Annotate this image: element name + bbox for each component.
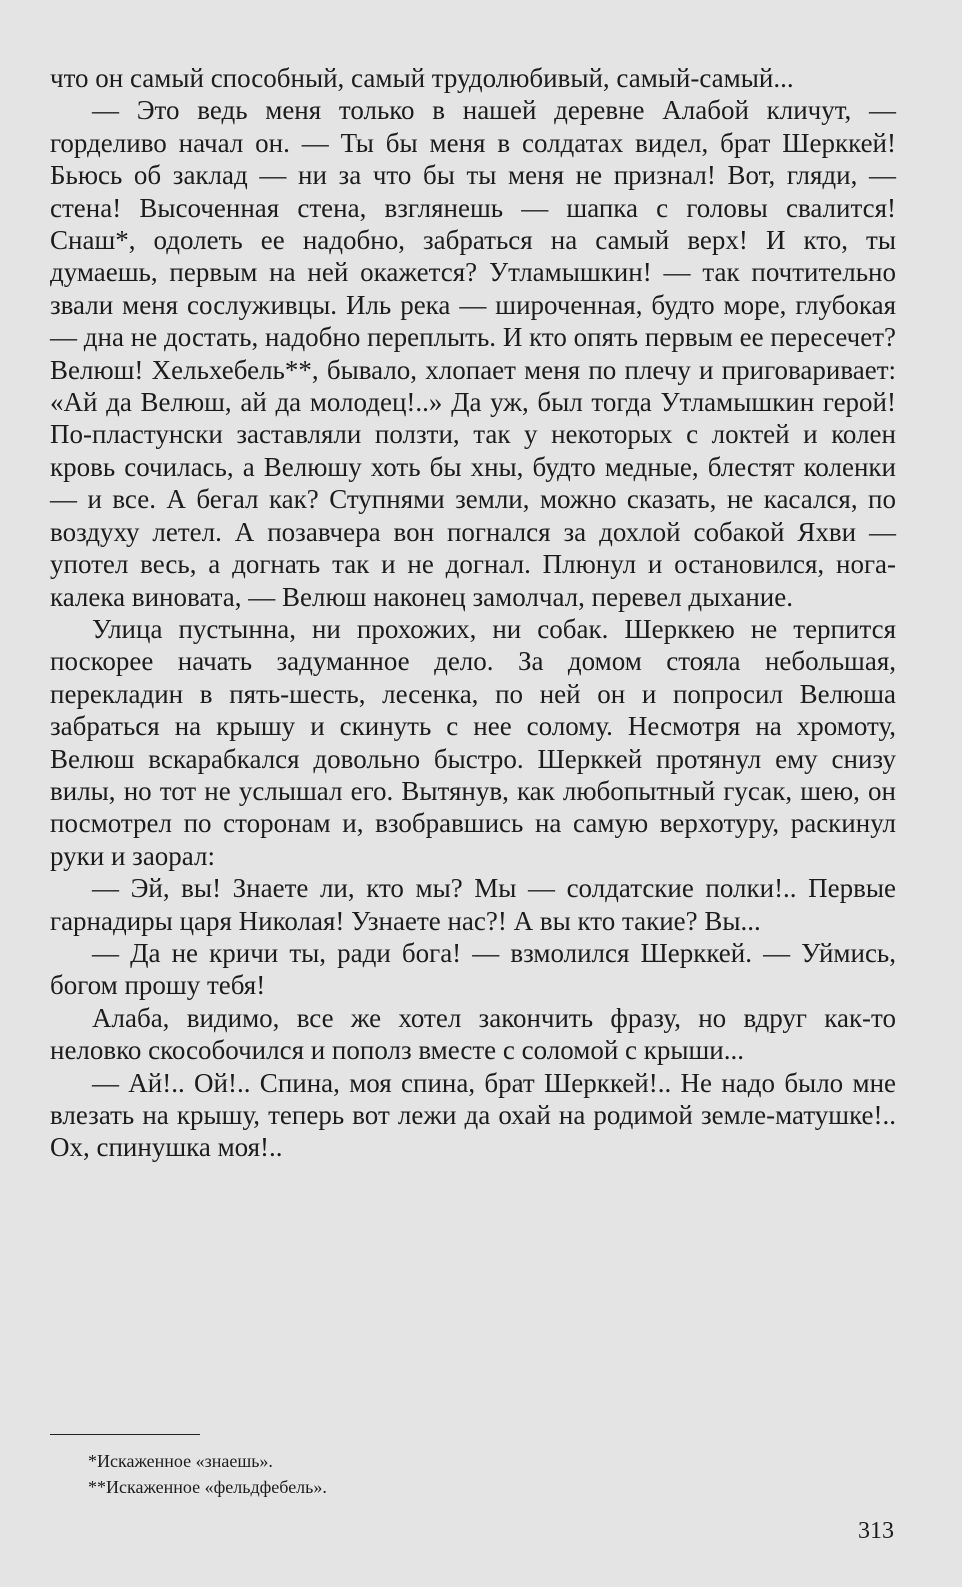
paragraph: — Ай!.. Ой!.. Спина, моя спина, брат Шерккей!.. Не надо было мне влезать на крышу, теперь вот лежи да охай на родимой земле-матушке!.. Ох, спинушка моя!.. <box>50 1067 896 1163</box>
footnote: **Искаженное «фельдфебель». <box>88 1477 327 1497</box>
body-text <box>50 62 896 1164</box>
paragraph: Алаба, видимо, все же хотел закончить фразу, но вдруг как-то неловко скособочился и пополз вместе с соломой с крыши... <box>50 1002 896 1066</box>
paragraph: — Да не кричи ты, ради бога! — взмолился Шерккей. — Уймись, богом прошу тебя! <box>50 937 896 1001</box>
footnotes <box>88 1448 327 1500</box>
page-number: 313 <box>858 1518 894 1544</box>
footnote-divider <box>50 1434 200 1435</box>
paragraph: Улица пустынна, ни прохожих, ни собак. Шерккею не терпится поскорее начать задуманное дело. За домом стояла небольшая, перекладин в пять-шесть, лесенка, по ней он и попросил Велюша забраться на крышу и скинуть с нее солому. Несмотря на хромоту, Велюш вскарабкался довольно быстро. Шерккей протянул ему снизу вилы, но тот не услышал его. Вытянув, как любопытный гусак, шею, он посмотрел по сторонам и, взобравшись на самую верхотуру, раскинул руки и заорал: <box>50 613 896 871</box>
paragraph: что он самый способный, самый трудолюбивый, самый-самый... <box>50 63 794 93</box>
paragraph: — Это ведь меня только в нашей деревне Алабой кличут, — горделиво начал он. — Ты бы меня в солдатах видел, брат Шерккей! Бьюсь об заклад — ни за что бы ты меня не признал! Вот, гляди, — стена! Высоченная стена, взглянешь — шапка с головы свалится! Снаш*, одолеть ее надобно, забраться на самый верх! И кто, ты думаешь, первым на ней окажется? Утламышкин! — так почтительно звали меня сослуживцы. Иль река — широченная, будто море, глубокая — дна не достать, надобно переплыть. И кто опять первым ее пересечет? Велюш! Хельхебель**, бывало, хлопает меня по плечу и приговаривает: «Ай да Велюш, ай да молодец!..» Да уж, был тогда Утламышкин герой! По-пластунски заставляли ползти, так у некоторых с локтей и колен кровь сочилась, а Велюшу хоть бы хны, будто медные, блестят коленки — и все. А бегал как? Ступнями земли, можно сказать, не касался, по воздуху летел. А позавчера вон погнался за дохлой собакой Яхви — употел весь, а догнать так и не догнал. Плюнул и остановился, нога-калека виновата, — Велюш наконец замолчал, перевел дыхание. <box>50 95 896 612</box>
paragraph: — Эй, вы! Знаете ли, кто мы? Мы — солдатские полки!.. Первые гарнадиры царя Николая! Узнаете нас?! А вы кто такие? Вы... <box>50 873 896 936</box>
footnote: *Искаженное «знаешь». <box>88 1451 273 1471</box>
